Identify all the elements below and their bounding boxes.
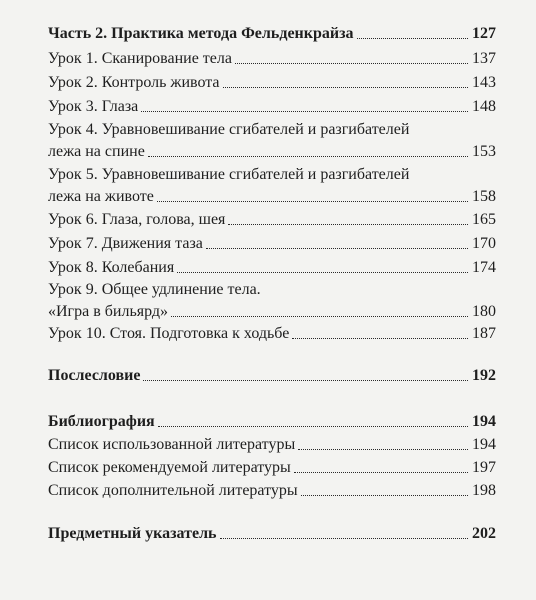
- toc-lesson-9-line1: Урок 9. Общее удлинение тела.: [48, 281, 261, 298]
- toc-title: Библиография: [48, 413, 155, 430]
- leader-dots: [235, 63, 468, 64]
- leader-dots: [158, 426, 468, 427]
- toc-lesson-4-line1: Урок 4. Уравновешивание сгибателей и разгибателей: [48, 121, 410, 138]
- leader-dots: [157, 201, 468, 202]
- toc-page-number: 187: [472, 325, 496, 342]
- toc-title: лежа на животе: [48, 188, 154, 205]
- toc-afterword: [48, 364, 496, 386]
- toc-page-number: 194: [472, 436, 496, 453]
- toc-page-number: 143: [472, 74, 496, 91]
- toc-page-number: 180: [472, 303, 496, 320]
- toc-title: Предметный указатель: [48, 525, 217, 542]
- leader-dots: [357, 38, 468, 39]
- toc-page-number: 158: [472, 188, 496, 205]
- toc-page-number: 194: [472, 413, 496, 430]
- leader-dots: [141, 111, 468, 112]
- leader-dots: [220, 538, 468, 539]
- leader-dots: [206, 248, 468, 249]
- toc-title: Часть 2. Практика метода Фельденкрайза: [48, 25, 354, 42]
- toc-lesson-5-line1: Урок 5. Уравновешивание сгибателей и разгибателей: [48, 166, 410, 183]
- toc-page-number: 202: [472, 525, 496, 542]
- toc-lesson-5: [48, 185, 496, 207]
- toc-lesson-1: [48, 47, 496, 69]
- toc-lesson-7: [48, 232, 496, 254]
- toc-title: лежа на спине: [48, 143, 145, 160]
- toc-lesson-8: [48, 256, 496, 278]
- toc-bibliography-used: [48, 433, 496, 455]
- leader-dots: [177, 272, 468, 273]
- toc-bibliography-additional: [48, 479, 496, 501]
- toc-page-number: 127: [472, 25, 496, 42]
- toc-page-number: 153: [472, 143, 496, 160]
- toc-lesson-6: [48, 208, 496, 230]
- toc-bibliography-recommended: [48, 456, 496, 478]
- toc-title: Урок 7. Движения таза: [48, 235, 203, 252]
- toc-title: Список дополнительной литературы: [48, 482, 298, 499]
- toc-lesson-2: [48, 71, 496, 93]
- toc-page-number: 174: [472, 259, 496, 276]
- toc-title: Урок 2. Контроль живота: [48, 74, 220, 91]
- toc-subject-index: [48, 522, 496, 544]
- toc-page-number: 197: [472, 459, 496, 476]
- leader-dots: [294, 472, 468, 473]
- toc-page-number: 137: [472, 50, 496, 67]
- toc-page-number: 198: [472, 482, 496, 499]
- leader-dots: [301, 495, 468, 496]
- leader-dots: [143, 380, 468, 381]
- toc-title: Послесловие: [48, 367, 141, 384]
- toc-title: Список использованной литературы: [48, 436, 296, 453]
- toc-page-number: 170: [472, 235, 496, 252]
- leader-dots: [292, 338, 468, 339]
- toc-page-number: 165: [472, 211, 496, 228]
- toc-lesson-10: [48, 322, 496, 344]
- toc-part2: [48, 22, 496, 44]
- toc-title: Урок 1. Сканирование тела: [48, 50, 232, 67]
- toc-lesson-4: [48, 140, 496, 162]
- toc-page-number: 192: [472, 367, 496, 384]
- toc-title: Урок 3. Глаза: [48, 98, 139, 115]
- toc-lesson-9: [48, 300, 496, 322]
- leader-dots: [171, 316, 468, 317]
- leader-dots: [223, 87, 468, 88]
- toc-lesson-3: [48, 95, 496, 117]
- toc-title: Список рекомендуемой литературы: [48, 459, 291, 476]
- toc-title: Урок 6. Глаза, голова, шея: [48, 211, 226, 228]
- leader-dots: [228, 224, 468, 225]
- toc-title: Урок 8. Колебания: [48, 259, 175, 276]
- toc-title: Урок 10. Стоя. Подготовка к ходьбе: [48, 325, 290, 342]
- leader-dots: [298, 449, 468, 450]
- toc-bibliography: [48, 410, 496, 432]
- toc-title: «Игра в бильярд»: [48, 303, 169, 320]
- leader-dots: [148, 156, 468, 157]
- toc-page-number: 148: [472, 98, 496, 115]
